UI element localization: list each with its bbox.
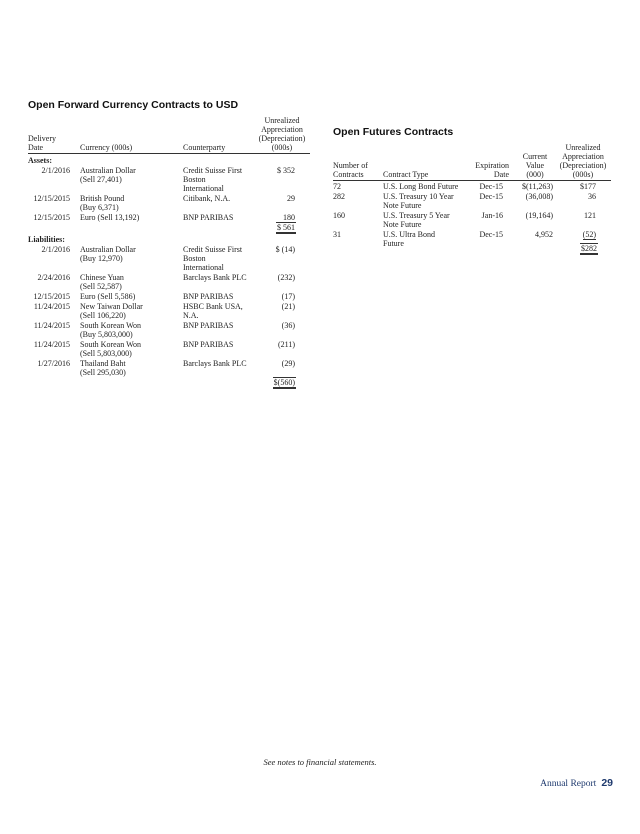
header-current-value: Current Value (000) — [522, 152, 548, 179]
current-value: (36,008) — [525, 192, 553, 201]
header-delivery-date: Delivery Date — [28, 134, 56, 152]
delivery-date: 12/15/2015 — [33, 213, 70, 222]
futures-table-header — [333, 143, 611, 181]
table-row — [28, 166, 310, 194]
current-value: (19,164) — [525, 211, 553, 220]
header-unrealized: Unrealized Appreciation (Depreciation) (000s) — [559, 143, 607, 179]
forward-contracts-title: Open Forward Currency Contracts to USD — [28, 99, 239, 111]
unrealized-value: (17) — [281, 292, 295, 301]
table-row — [333, 182, 611, 192]
futures-contracts-title: Open Futures Contracts — [333, 126, 454, 138]
counterparty: HSBC Bank USA, N.A. — [183, 301, 243, 320]
table-row — [28, 245, 310, 273]
forward-table-header — [28, 117, 310, 154]
currency: Euro (Sell 13,192) — [80, 213, 140, 222]
assets-total — [276, 223, 296, 232]
futures-total-row — [333, 244, 611, 256]
counterparty: Credit Suisse First Boston International — [183, 166, 243, 193]
counterparty: BNP PARIBAS — [183, 292, 234, 301]
table-row — [28, 359, 310, 378]
header-number-of-contracts: Number of Contracts — [333, 161, 368, 179]
header-contract-type: Contract Type — [383, 170, 429, 179]
currency: New Taiwan Dollar (Sell 106,220) — [80, 301, 143, 320]
unrealized-value: (232) — [277, 273, 295, 282]
report-label: Annual Report — [540, 779, 597, 789]
currency: South Korean Won (Sell 5,803,000) — [80, 339, 141, 358]
header-counterparty: Counterparty — [183, 143, 226, 152]
currency: Chinese Yuan (Sell 52,587) — [80, 273, 124, 291]
unrealized-value: 121 — [584, 211, 596, 220]
assets-label: Assets: — [28, 156, 52, 165]
expiration-date: Dec-15 — [479, 182, 503, 191]
unrealized-value: 29 — [287, 194, 295, 203]
expiration-date: Dec-15 — [479, 230, 503, 239]
unrealized-value: $ (14) — [275, 245, 295, 254]
contract-type: U.S. Ultra Bond Future — [383, 230, 435, 248]
unrealized-value: $ 352 — [277, 166, 295, 175]
unrealized-value-text: 180 — [283, 213, 295, 222]
unrealized-value — [283, 213, 295, 222]
forward-contracts-table — [28, 117, 310, 390]
contract-type: U.S. Treasury 10 Year Note Future — [383, 192, 454, 210]
delivery-date: 2/24/2016 — [37, 273, 70, 282]
expiration-date: Dec-15 — [479, 192, 503, 201]
table-row — [28, 273, 310, 292]
contract-type: U.S. Treasury 5 Year Note Future — [383, 211, 450, 229]
futures-contracts-table — [333, 143, 611, 256]
currency: British Pound (Buy 6,371) — [80, 194, 125, 212]
unrealized-value: (29) — [281, 358, 295, 368]
contract-type: U.S. Long Bond Future — [383, 182, 459, 191]
counterparty: BNP PARIBAS — [183, 213, 234, 222]
unrealized-value-text: (52) — [582, 230, 596, 239]
number-of-contracts: 31 — [333, 230, 341, 239]
unrealized-value — [583, 230, 596, 239]
table-row — [28, 213, 310, 223]
liabilities-total-row — [28, 378, 310, 390]
counterparty: Citibank, N.A. — [183, 194, 231, 203]
counterparty: Credit Suisse First Boston International — [183, 245, 243, 272]
currency: Thailand Baht (Sell 295,030) — [80, 358, 126, 377]
header-currency: Currency (000s) — [80, 143, 133, 152]
number-of-contracts: 160 — [333, 211, 345, 220]
table-row — [28, 340, 310, 359]
table-row — [28, 302, 310, 321]
liabilities-total-text: $(560) — [273, 377, 295, 387]
counterparty: Barclays Bank PLC — [183, 273, 247, 282]
assets-total-row — [28, 223, 310, 235]
counterparty: Barclays Bank PLC — [183, 358, 247, 368]
futures-total-text: $282 — [581, 244, 597, 253]
assets-total-text: $ 561 — [277, 223, 295, 232]
current-value: 4,952 — [535, 230, 553, 239]
header-expiration-date: Expiration Date — [475, 161, 509, 179]
delivery-date: 11/24/2015 — [33, 339, 70, 349]
delivery-date: 12/15/2015 — [33, 194, 70, 203]
footnote: See notes to financial statements. — [263, 757, 377, 767]
table-row — [28, 194, 310, 213]
number-of-contracts: 282 — [333, 192, 345, 201]
currency: Australian Dollar (Buy 12,970) — [80, 245, 136, 263]
page-number: 29 — [601, 777, 613, 789]
currency: Euro (Sell 5,586) — [80, 292, 136, 301]
unrealized-value: (21) — [281, 301, 295, 311]
unrealized-value: 36 — [588, 192, 596, 201]
current-value: $(11,263) — [521, 182, 553, 191]
currency: South Korean Won (Buy 5,803,000) — [80, 320, 141, 339]
counterparty: BNP PARIBAS — [183, 339, 234, 349]
liabilities-total — [273, 378, 296, 387]
unrealized-value: (36) — [281, 320, 295, 330]
liabilities-label: Liabilities: — [28, 235, 65, 244]
delivery-date: 11/24/2015 — [33, 301, 70, 311]
delivery-date: 1/27/2016 — [37, 358, 70, 368]
unrealized-value: (211) — [277, 339, 295, 349]
page-footer — [540, 773, 613, 791]
unrealized-value: $177 — [580, 182, 596, 191]
expiration-date: Jan-16 — [481, 211, 503, 220]
number-of-contracts: 72 — [333, 182, 341, 191]
futures-total — [580, 244, 598, 253]
delivery-date: 2/1/2016 — [41, 166, 70, 175]
delivery-date: 12/15/2015 — [33, 292, 70, 301]
table-row — [333, 192, 611, 211]
delivery-date: 2/1/2016 — [41, 245, 70, 254]
counterparty: BNP PARIBAS — [183, 320, 234, 330]
table-row — [28, 292, 310, 302]
delivery-date: 11/24/2015 — [33, 320, 70, 330]
currency: Australian Dollar (Sell 27,401) — [80, 166, 136, 184]
table-row — [28, 321, 310, 340]
header-unrealized: Unrealized Appreciation (Depreciation) (000s) — [258, 116, 306, 152]
table-row — [333, 211, 611, 230]
